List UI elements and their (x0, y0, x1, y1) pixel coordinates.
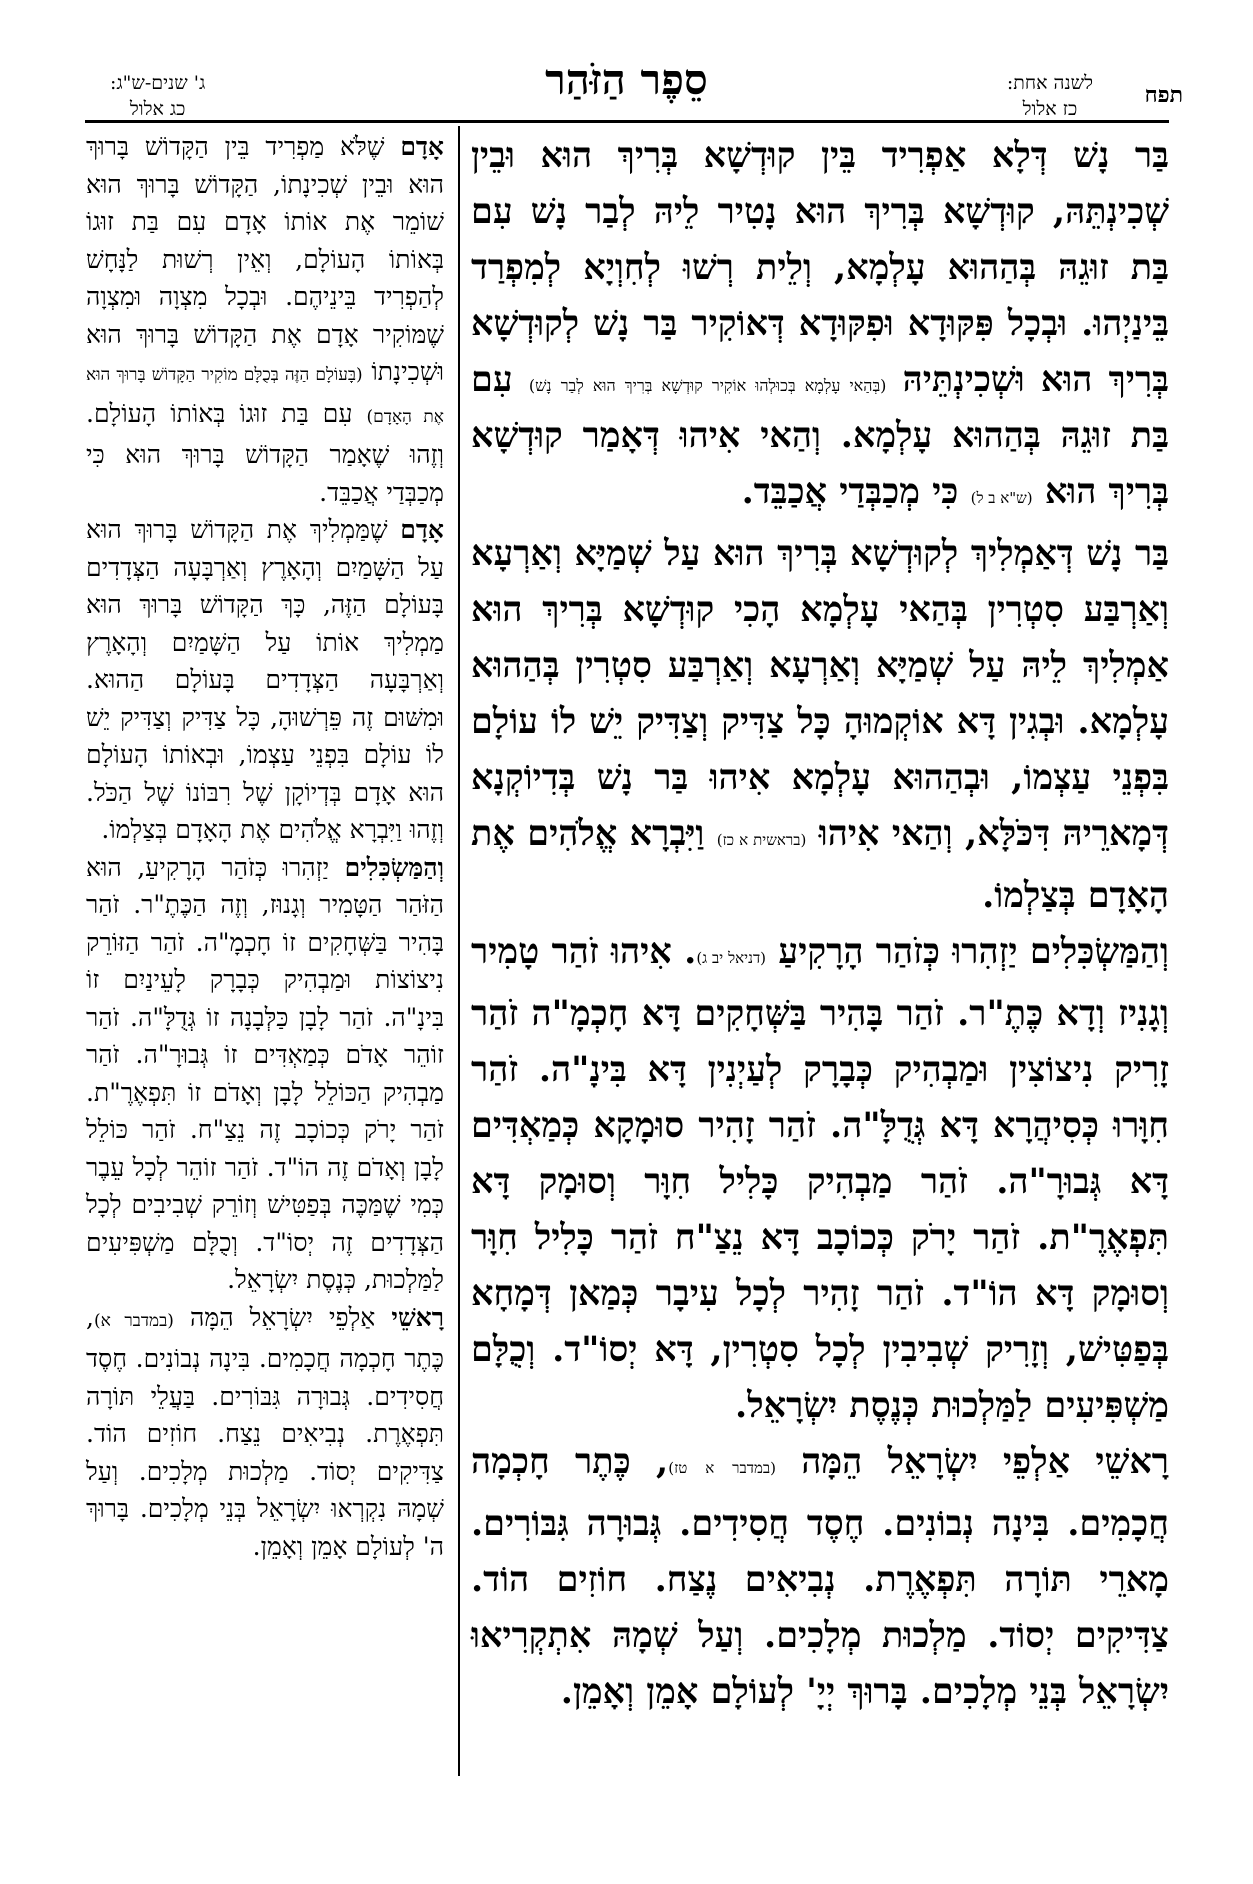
side-paragraph-3 (86, 849, 444, 1299)
main-p4-text-a: רָאשֵׁי אַלְפֵי יִשְׂרָאֵל הֵמָּה (801, 1441, 1170, 1482)
header-schedule-left (110, 70, 205, 122)
main-paragraph-3 (471, 924, 1169, 1434)
side-p3-lead: וְהַמַּשְׂכִּלִים (344, 852, 444, 882)
side-p4-ref: (במדבר א) (93, 1310, 174, 1331)
main-p1-text-c: כִּי מְכַבְּדַי אֲכַבֵּד. (741, 471, 959, 512)
side-p1-note: (בָּעוֹלָם הַזֶּה בְּכֻלָּם מוֹקִיר הַקָּדוֹשׁ בָּרוּךְ הוּא אֶת הָאָדָם) (86, 365, 444, 427)
main-p4-ref: (במדבר א טז) (668, 1459, 776, 1477)
main-p4-text-b: , כֶּתֶר חָכְמָה חֲכָמִים. בִּינָה נְבוֹנִים. חֶסֶד חֲסִידִים. גְּבוּרָה גִּבּוֹרִים. מָארֵי תּוֹרָה תִּפְאֶרֶת. נְבִיאִים נֶצַח. חוֹזִים הוֹד. צַדִּיקִים יְסוֹד. מַלְכוּת מְלָכִים. וְעַל שְׁמָהּ אִתְקְרִיאוּ יִשְׂרָאֵל בְּנֵי מְלָכִים. בָּרוּךְ יְיָ' לְעוֹלָם אָמֵן וְאָמֵן. (471, 1441, 1169, 1712)
main-paragraph-2 (471, 526, 1169, 924)
side-p1-lead: אָדָם (400, 132, 444, 161)
main-p1-text-b: עִם בַּת זוּגֵהּ בְּהַהוּא עָלְמָא. וְהַאי אִיהוּ דְּאָמַר קוּדְשָׁא בְּרִיךְ הוּא (471, 359, 1169, 512)
main-p1-ref: (ש"א ב ל) (970, 489, 1033, 507)
side-p4-lead: רָאשֵׁי (391, 1302, 444, 1332)
side-paragraph-2 (86, 511, 444, 849)
main-p1-text-a: בַּר נָשׁ דְּלָא אַפְרִיד בֵּין קוּדְשָׁא בְּרִיךְ הוּא וּבֵין שְׁכִינְתֵּהּ, קוּדְשָׁא בְּרִיךְ הוּא נָטִיר לֵיהּ לְבַר נָשׁ עִם בַּת זוּגֵהּ בְּהַהוּא עָלְמָא, וְלֵית רְשׁוּ לְחִוְיָא לְמִפְרַד בֵּינַיְהוּ. וּבְכָל פִּקּוּדָא וּפִקּוּדָא דְּאוֹקִיר בַּר נָשׁ לְקוּדְשָׁא בְּרִיךְ הוּא וּשְׁכִינְתֵּיהּ (471, 135, 1170, 400)
translation-column (86, 128, 444, 1565)
side-p2-lead: אָדָם (400, 515, 444, 544)
side-p4-text-b: , כֶּתֶר חָכְמָה חֲכָמִים. בִּינָה נְבוֹנִים. חֶסֶד חֲסִידִים. גְּבוּרָה גִּבּוֹרִים. בַּעֲלֵי תּוֹרָה תִּפְאֶרֶת. נְבִיאִים נֵצַח. חוֹזִים הוֹד. צַדִּיקִים יְסוֹד. מַלְכוּת מְלָכִים. וְעַל שְׁמָהּ נִקְרְאוּ יִשְׂרָאֵל בְּנֵי מְלָכִים. בָּרוּךְ ה' לְעוֹלָם אָמֵן וְאָמֵן. (86, 1302, 444, 1561)
main-p2-ref: (בראשית א כז) (716, 831, 807, 849)
schedule-left-line1: ג' שנים-ש"ג: (110, 72, 206, 94)
header-rule (85, 120, 1169, 123)
side-p3-text-a: יַזְהִרוּ כְּזֹהַר הָרָקִיעַ, הוּא הַזֹּהַר הַטָּמִיר וְגָנוּז, וְזֶה הַכֶּתֶ"ר. זֹהַר בָּהִיר בַּשְּׁחָקִים זוֹ חָכְמָ"ה. זֹהַר הַזּוֹרֵק נִיצוֹצוֹת וּמַבְהִיק כְּבָרָק לָעֵינַיִם זוֹ בִּינָ"ה. זֹהַר לָבָן כַּלְּבָנָה זוֹ גְּדֻלָּ"ה. זֹהַר זוֹהֵר אָדֹם כְּמַאְדִּים זוֹ גְּבוּרָ"ה. זֹהַר מַבְהִיק הַכּוֹלֵל לָבָן וְאָדֹם זוֹ תִּפְאֶרֶ"ת. זֹהַר יָרֹק כְּכוֹכָב זֶה נֵצַ"ח. זֹהַר כּוֹלֵל לָבָן וְאָדֹם זֶה הוֹ"ד. זֹהַר זוֹהֵר לְכָל עֵבֶר כְּמִי שֶׁמַּכֶּה בְּפַטִּישׁ וְזוֹרֵק שְׁבִיבִים לְכָל הַצְּדָדִים זֶה יְסוֹ"ד. וְכֻלָּם מַשְׁפִּיעִים לַמַּלְכוּת, כְּנֶסֶת יִשְׂרָאֵל. (86, 852, 444, 1294)
book-title: סֵפֶר הַזֹּהַר (545, 55, 708, 104)
page-number: תפח (1144, 82, 1183, 108)
side-paragraph-1 (86, 128, 444, 511)
main-column (471, 128, 1169, 1720)
column-divider (458, 126, 460, 1776)
main-p3-text-a: וְהַמַּשְׂכִּלִים יַזְהִרוּ כְּזֹהַר הָרָקִיעַ (778, 931, 1170, 972)
main-paragraph-1 (471, 128, 1169, 526)
main-p2-text-b: וַיִּבְרָא אֱלֹהִים אֶת הָאָדָם בְּצַלְמוֹ. (471, 813, 1169, 916)
schedule-right-line1: לשנה אחת: (1006, 72, 1093, 94)
side-p2-text-a: שֶׁמַּמְלִיךְ אֶת הַקָּדוֹשׁ בָּרוּךְ הוּא עַל הַשָּׁמַיִם וְהָאָרֶץ וְאַרְבָּעָה הַצְּדָדִים בָּעוֹלָם הַזֶּה, כָּךְ הַקָּדוֹשׁ בָּרוּךְ הוּא מַמְלִיךְ אוֹתוֹ עַל הַשָּׁמַיִם וְהָאָרֶץ וְאַרְבָּעָה הַצְּדָדִים בָּעוֹלָם הַהוּא. וּמִשּׁוּם זֶה פֵּרְשׁוּהָ, כָּל צַדִּיק וְצַדִּיק יֵשׁ לוֹ עוֹלָם בִּפְנֵי עַצְמוֹ, וּבְאוֹתוֹ הָעוֹלָם הוּא אָדָם בְּדְיוֹקָן שֶׁל רִבּוֹנוֹ שֶׁל הַכֹּל. וְזֶהוּ וַיִּבְרָא אֱלֹהִים אֶת הָאָדָם בְּצַלְמוֹ. (86, 515, 444, 844)
side-p4-text-a: אַלְפֵי יִשְׂרָאֵל הֵמָּה (190, 1302, 376, 1332)
side-p1-text-a: שֶׁלֹּא מַפְרִיד בֵּין הַקָּדוֹשׁ בָּרוּךְ הוּא וּבֵין שְׁכִינָתוֹ, הַקָּדוֹשׁ בָּרוּךְ הוּא שׁוֹמֵר אֶת אוֹתוֹ אָדָם עִם בַּת זוּגוֹ בְּאוֹתוֹ הָעוֹלָם, וְאֵין רְשׁוּת לַנָּחָשׁ לְהַפְרִיד בֵּינֵיהֶם. וּבְכָל מִצְוָה וּמִצְוָה שֶׁמּוֹקִיר אָדָם אֶת הַקָּדוֹשׁ בָּרוּךְ הוּא וּשְׁכִינָתוֹ (86, 132, 444, 386)
main-p3-text-b: . אִיהוּ זֹהַר טָמִיר וְגָנִיז וְדָא כֶּתֶ"ר. זֹהַר בָּהִיר בַּשְּׁחָקִים דָּא חָכְמָ"ה זֹהַר זָרִיק נִיצוֹצִין וּמַבְהִיק כְּבָרָק לְעַיְנִין דָּא בִּינָ"ה. זֹהַר חִוָּרוּ כְּסִיהֲרָא דָּא גְּדֻלָּ"ה. זֹהַר זָהִיר סוּמָקָא כְּמַאְדִּים דָּא גְּבוּרָ"ה. זֹהַר מַבְהִיק כָּלִיל חִוָּר וְסוּמָק דָּא תִּפְאֶרֶ"ת. זֹהַר יָרֹק כְּכוֹכָב דָּא נֵצַ"ח זֹהַר כָּלִיל חִוָּר וְסוּמָק דָּא הוֹ"ד. זֹהַר זָהִיר לְכָל עִיבָר כְּמַאן דְּמָחָא בְּפַטִּישׁ, וְזָרִיק שְׁבִיבִין לְכָל סִטְרִין, דָּא יְסוֹ"ד. וְכֻלָּם מַשְׁפִּיעִים לַמַּלְכוּת כְּנֶסֶת יִשְׂרָאֵל. (471, 931, 1169, 1426)
side-p1-text-b: עִם בַּת זוּגוֹ בְּאוֹתוֹ הָעוֹלָם. וְזֶהוּ שֶׁאָמַר הַקָּדוֹשׁ בָּרוּךְ הוּא כִּי מְכַבְּדַי אֲכַבֵּד. (86, 398, 444, 507)
main-paragraph-4 (471, 1434, 1169, 1720)
side-paragraph-4 (86, 1299, 444, 1566)
main-p3-ref: (דניאל יב ג) (696, 949, 767, 967)
schedule-right-line2: כז אלול (1022, 98, 1078, 120)
main-p2-text-a: בַּר נָשׁ דְּאַמְלִיךְ לְקוּדְשָׁא בְּרִיךְ הוּא עַל שְׁמַיָּא וְאַרְעָא וְאַרְבַּע סִטְרִין בְּהַאי עָלְמָא הָכִי קוּדְשָׁא בְּרִיךְ הוּא אַמְלִיךְ לֵיהּ עַל שְׁמַיָּא וְאַרְעָא וְאַרְבַּע סִטְרִין בְּהַהוּא עָלְמָא. וּבְגִין דָּא אוֹקְמוּהָ כָּל צַדִּיק וְצַדִּיק יֵשׁ לוֹ עוֹלָם בִּפְנֵי עַצְמוֹ, וּבְהַהוּא עָלְמָא אִיהוּ בַּר נָשׁ בְּדִיוֹקְנָא דְּמָארֵיהּ דִּכֹּלָּא, וְהַאי אִיהוּ (471, 533, 1170, 854)
schedule-left-line2: כג אלול (129, 98, 186, 120)
main-p1-note: (בְּהַאי עָלְמָא בְּכוּלְהוּ אוֹקִיר קוּדְשָׁא בְּרִיךְ הוּא לְבַר נָשׁ) (528, 376, 887, 395)
